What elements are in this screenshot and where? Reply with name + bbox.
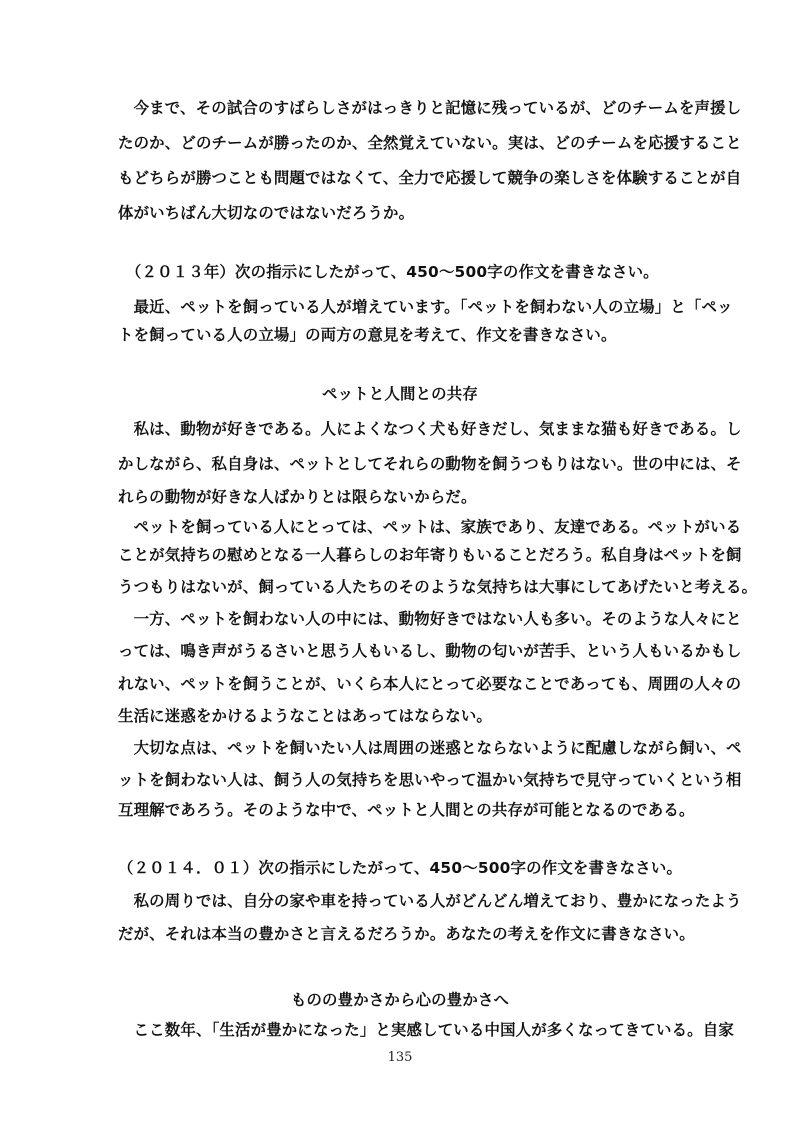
prompt-heading: （２０１３年）次の指示にしたがって、450～500字の作文を書きなさい。 [118,263,659,281]
text-line: っては、鳴き声がうるさいと思う人もいるし、動物の匂いが苦手、という人もいるかもし [118,642,742,660]
text-line: 私は、動物が好きである。人によくなつく犬も好きだし、気ままな猫も好きである。し [118,420,742,438]
text-line: たのか、どのチームが勝ったのか、全然覚えていない。実は、どのチームを応援すること [118,134,742,152]
text-line: かしながら、私自身は、ペットとしてそれらの動物を飼うつもりはない。世の中には、そ [118,455,742,473]
text-line: 生活に迷惑をかけるようなことはあってはならない。 [118,707,493,725]
text-line: 大切な点は、ペットを飼いたい人は周囲の迷惑とならないように配慮しながら飼い、ペ [118,739,742,757]
text-line: ペットを飼っている人にとっては、ペットは、家族であり、友達である。ペットがいる [118,518,742,536]
text-line: うつもりはないが、飼っている人たちのそのような気持ちは大事にしてあげたいと考える。 [118,578,758,596]
text-line: 互理解であろう。そのような中で、ペットと人間との共存が可能となるのである。 [118,801,695,819]
text-line: トを飼っている人の立場」の両方の意見を考えて、作文を書きなさい。 [118,326,617,344]
text-line: ットを飼わない人は、飼う人の気持ちを思いやって温かい気持ちで見守っていくという相 [118,771,742,789]
text-line: 一方、ペットを飼わない人の中には、動物好きではない人も多い。そのような人々にと [118,610,742,628]
text-line: 今まで、その試合のすばらしさがはっきりと記憶に残っているが、どのチームを声援し [118,99,742,117]
text-line: 最近、ペットを飼っている人が増えています。「ペットを飼わない人の立場」と「ペッ [118,298,733,316]
essay-title: ペットと人間との共存 [322,385,478,403]
text-line: もどちらが勝つことも問題ではなくて、全力で応援して競争の楽しさを体験することが自 [118,169,742,187]
text-line: ここ数年、「生活が豊かになった」と実感している中国人が多くなってきている。自家 [118,1021,734,1039]
text-line: れらの動物が好きな人ばかりとは限らないからだ。 [118,488,477,506]
text-line: 体がいちばん大切なのではないだろうか。 [118,204,415,222]
text-line: だが、それは本当の豊かさと言えるだろうか。あなたの考えを作文に書きなさい。 [118,925,695,943]
text-line: 私の周りでは、自分の家や車を持っている人がどんどん増えており、豊かになったよう [118,892,742,910]
page-number: 135 [387,1050,413,1065]
essay-title: ものの豊かさから心の豊かさへ [290,991,510,1009]
text-line: れない、ペットを飼うことが、いくら本人にとって必要なことであっても、周囲の人々の [118,675,742,693]
text-line: ことが気持ちの慰めとなる一人暮らしのお年寄りもいることだろう。私自身はペットを飼 [118,546,742,564]
prompt-heading: （２０１４．０１）次の指示にしたがって、450～500字の作文を書きなさい。 [118,859,683,877]
